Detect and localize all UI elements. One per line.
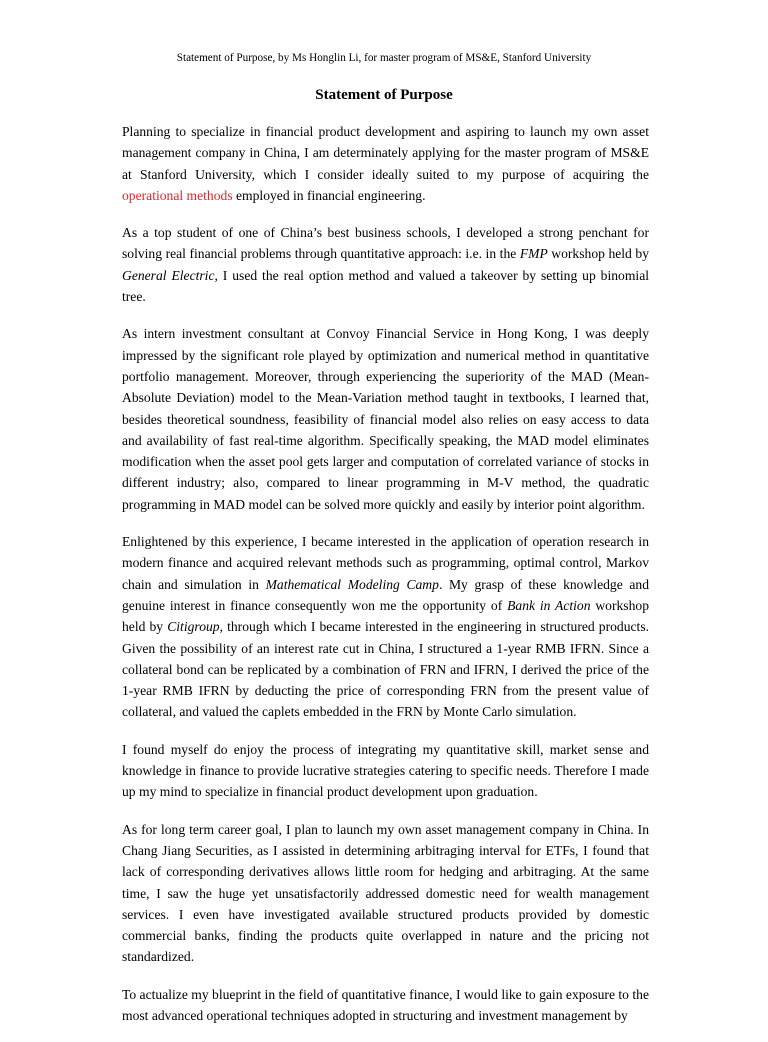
paragraph-motivation: I found myself do enjoy the process of integrating my quantitative skill, market sense and knowledge in finance to provide lucrative strategies catering to specific needs. Therefore I made up my mind to specialize in financial product development upon graduation.: [122, 741, 649, 800]
paragraph-text: workshop held by: [547, 246, 649, 262]
paragraph-internship: As intern investment consultant at Convoy Financial Service in Hong Kong, I was deeply impressed by the significant role played by optimization and numerical method in quantitative portfolio management. Moreover, through experiencing the superiority of the MAD (Mean-Absolute Deviation) model to the Mean-Variation method taught in textbooks, I learned that, besides theoretical soundness, feasibility of financial model also relies on easy access to data and availability of fast real-time algorithm. Specifically speaking, the MAD model eliminates modification when the asset pool gets larger and computation of correlated variance of stocks in different industry; also, compared to linear programming in M-V method, the quadratic programming in MAD model can be solved more quickly and easily by interior point algorithm.: [122, 326, 649, 512]
paragraph-text: . My grasp of these knowledge and genuine interest in finance consequently won me the opportunity of: [122, 576, 649, 613]
italic-term: Citigroup: [167, 619, 220, 635]
paragraph-text: employed in financial engineering.: [232, 187, 426, 203]
paragraph-text: workshop held by: [122, 597, 649, 635]
paragraph-text: Planning to specialize in financial product development and aspiring to launch my own asset management company in China, I am determinately applying for the master program of MS&E at Stanford University, which I consider ideally suited to my purpose of acquiring the: [122, 124, 649, 182]
document-body: [122, 121, 649, 1042]
paragraph-text: Enlightened by this experience, I became interested in the application of operation research in modern finance and acquired relevant methods such as programming, optimal control, Markov chain and simulation in: [122, 534, 649, 592]
paragraph-research: [122, 531, 649, 723]
paragraph-intro: [122, 121, 649, 206]
paragraph-text: , through which I became interested in the engineering in structured products. Given the possibility of an interest rate cut in China, I structured a 1-year RMB IFRN. Since a collateral bond can be replicated by a combination of FRN and IFRN, I derived the price of the 1-year RMB IFRN by deducting the price of corresponding FRN from the present value of collateral, and valued the caplets embedded in the FRN by Monte Carlo simulation.: [122, 619, 650, 720]
running-header: Statement of Purpose, by Ms Honglin Li, for master program of MS&E, Stanford University: [176, 52, 592, 64]
highlighted-phrase: operational methods: [122, 187, 233, 203]
paragraph-background: [122, 222, 649, 307]
paragraph-text: , I used the real option method and valued a takeover by setting up binomial tree.: [122, 267, 649, 305]
italic-term: FMP: [519, 246, 548, 262]
paragraph-career-goal: As for long term career goal, I plan to launch my own asset management company in China. In Chang Jiang Securities, as I assisted in determining arbitraging interval for ETFs, I found that lack of corresponding derivatives allows little room for hedging and arbitraging. At the same time, I saw the huge yet unsatisfactorily addressed domestic need for wealth management services. I even have investigated available structured products provided by domestic commercial banks, finding the products quite overlapped in nature and the pricing not standardized.: [122, 821, 649, 965]
paragraph-text: As a top student of one of China’s best business schools, I developed a strong penchant for solving real financial problems through quantitative approach: i.e. in the: [122, 225, 649, 262]
italic-term: Bank in Action: [507, 597, 591, 613]
page-title: Statement of Purpose: [315, 87, 453, 103]
paragraph-conclusion: To actualize my blueprint in the field of quantitative finance, I would like to gain exposure to the most advanced operational techniques adopted in structuring and investment management by: [122, 986, 649, 1023]
italic-term: Mathematical Modeling Camp: [265, 576, 439, 592]
italic-term: General Electric: [122, 267, 215, 283]
